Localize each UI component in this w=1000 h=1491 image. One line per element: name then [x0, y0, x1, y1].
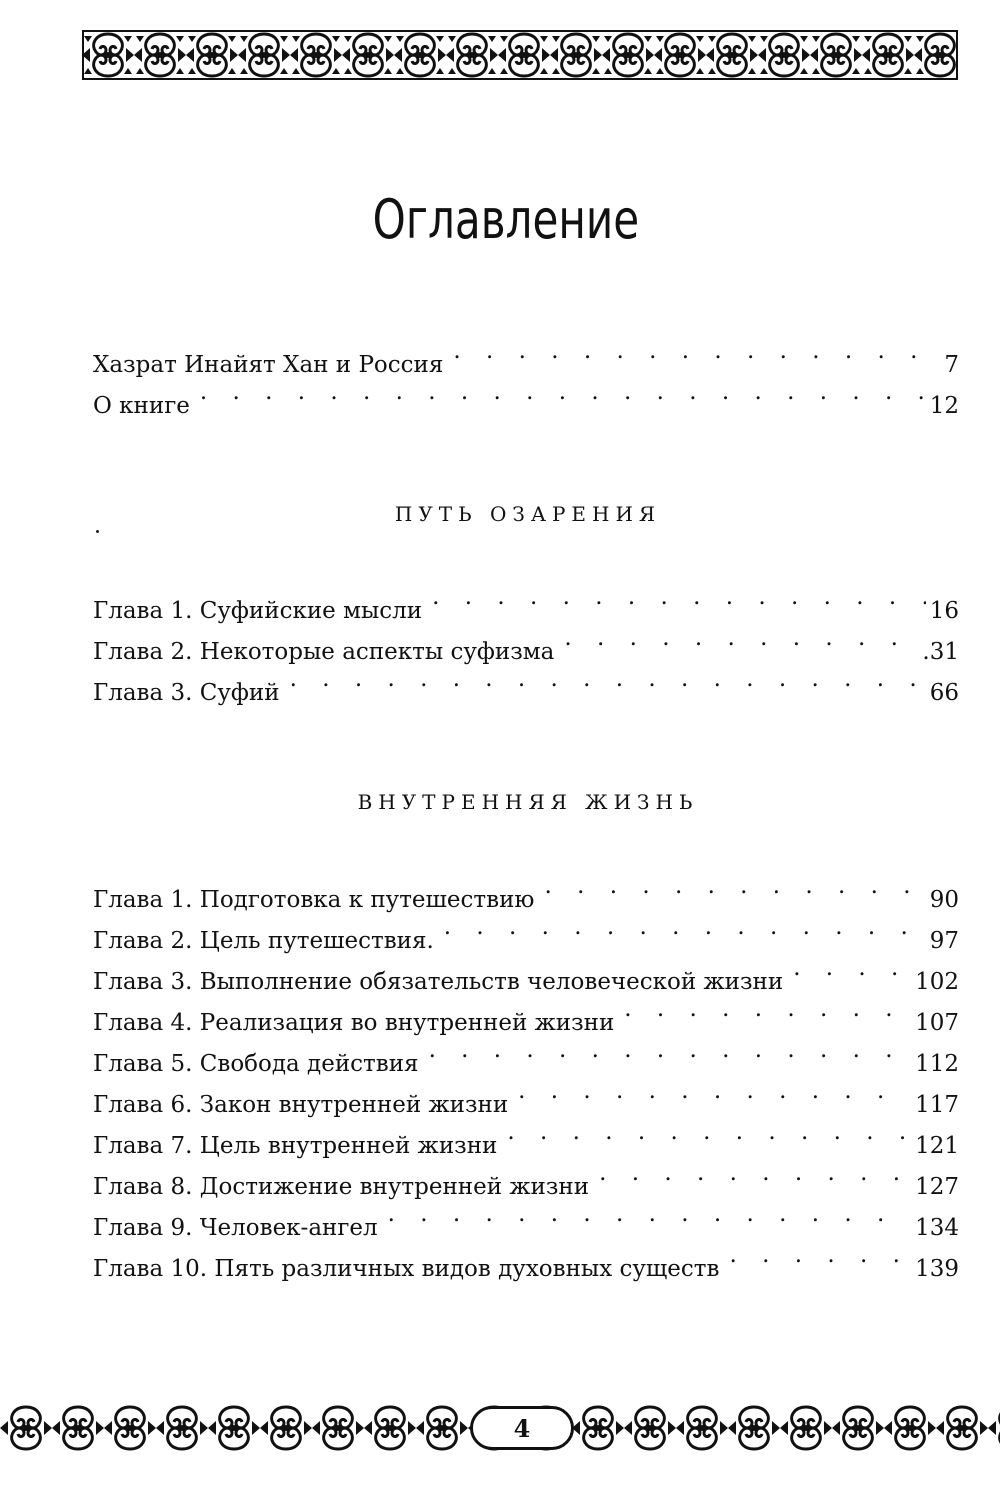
toc-entry-title: Глава 7. Цель внутренней жизни	[93, 1133, 498, 1159]
toc-entry-title: Глава 2. Цель путешествия.	[93, 928, 434, 954]
toc-entry-page: 117	[915, 1092, 959, 1118]
dot-leader	[194, 372, 926, 413]
toc-entry[interactable]	[93, 577, 959, 624]
toc-entry-page: 97	[929, 928, 959, 954]
toc-entry-page: 121	[915, 1133, 959, 1159]
toc-entry-title: Глава 4. Реализация во внутренней жизни	[93, 1010, 615, 1036]
dot-leader	[558, 618, 918, 659]
toc-entry-page: 107	[915, 1010, 959, 1036]
toc-entry-page: 134	[915, 1215, 959, 1241]
toc-entry-title: Глава 1. Подготовка к путешествию	[93, 887, 535, 913]
toc-entry-page: .31	[922, 639, 959, 665]
toc-entry-title: Глава 3. Выполнение обязательств человеческой жизни	[93, 969, 784, 995]
toc-entry-page: 7	[944, 352, 959, 378]
toc-entry-page: 12	[929, 393, 959, 419]
dot-leader	[593, 1153, 911, 1194]
toc-entry-page: 112	[915, 1051, 959, 1077]
toc-entry-title: Глава 9. Человек-ангел	[93, 1215, 378, 1241]
dot-leader	[447, 331, 940, 372]
toc-entry-page: 139	[915, 1256, 959, 1282]
toc-intro-list	[93, 331, 959, 419]
toc-entry-title: Глава 6. Закон внутренней жизни	[93, 1092, 509, 1118]
dot-leader	[501, 1112, 911, 1153]
toc-entry-page: 102	[915, 969, 959, 995]
toc-entry[interactable]	[93, 331, 959, 378]
section-heading-part2: ВНУТРЕННЯЯ ЖИЗНЬ	[357, 790, 699, 814]
dot-leader	[618, 989, 911, 1030]
dot-leader	[423, 1030, 912, 1071]
toc-entry-title: Глава 10. Пять различных видов духовных существ	[93, 1256, 720, 1282]
toc-entry-title: О книге	[93, 393, 190, 419]
toc-entry[interactable]	[93, 372, 959, 419]
toc-entry-title: Глава 8. Достижение внутренней жизни	[93, 1174, 590, 1200]
dot-leader	[512, 1071, 911, 1112]
toc-entry-title: Глава 2. Некоторые аспекты суфизма	[93, 639, 555, 665]
print-speck	[96, 530, 99, 533]
toc-part2-list	[93, 866, 959, 1282]
dot-leader	[538, 866, 925, 907]
toc-entry-title: Хазрат Инайят Хан и Россия	[93, 352, 444, 378]
dot-leader	[382, 1194, 911, 1235]
dot-leader	[284, 659, 926, 700]
toc-entry-page: 66	[929, 680, 959, 706]
toc-entry-title: Глава 1. Суфийские мысли	[93, 598, 423, 624]
toc-entry-title: Глава 3. Суфий	[93, 680, 280, 706]
toc-entry-page: 127	[915, 1174, 959, 1200]
dot-leader	[787, 948, 911, 989]
toc-entry[interactable]	[93, 866, 959, 913]
top-ornament-border	[82, 30, 958, 80]
toc-entry-page: 16	[929, 598, 959, 624]
page-title: Оглавление	[372, 188, 640, 251]
toc-part1-list	[93, 577, 959, 706]
toc-entry-page: 90	[929, 887, 959, 913]
dot-leader	[426, 577, 926, 618]
page-number: 4	[470, 1406, 574, 1450]
toc-entry-title: Глава 5. Свобода действия	[93, 1051, 419, 1077]
dot-leader	[723, 1235, 911, 1276]
ornament-pattern-icon	[82, 30, 958, 80]
dot-leader	[438, 907, 926, 948]
section-heading-part1: ПУТЬ ОЗАРЕНИЯ	[394, 502, 662, 526]
